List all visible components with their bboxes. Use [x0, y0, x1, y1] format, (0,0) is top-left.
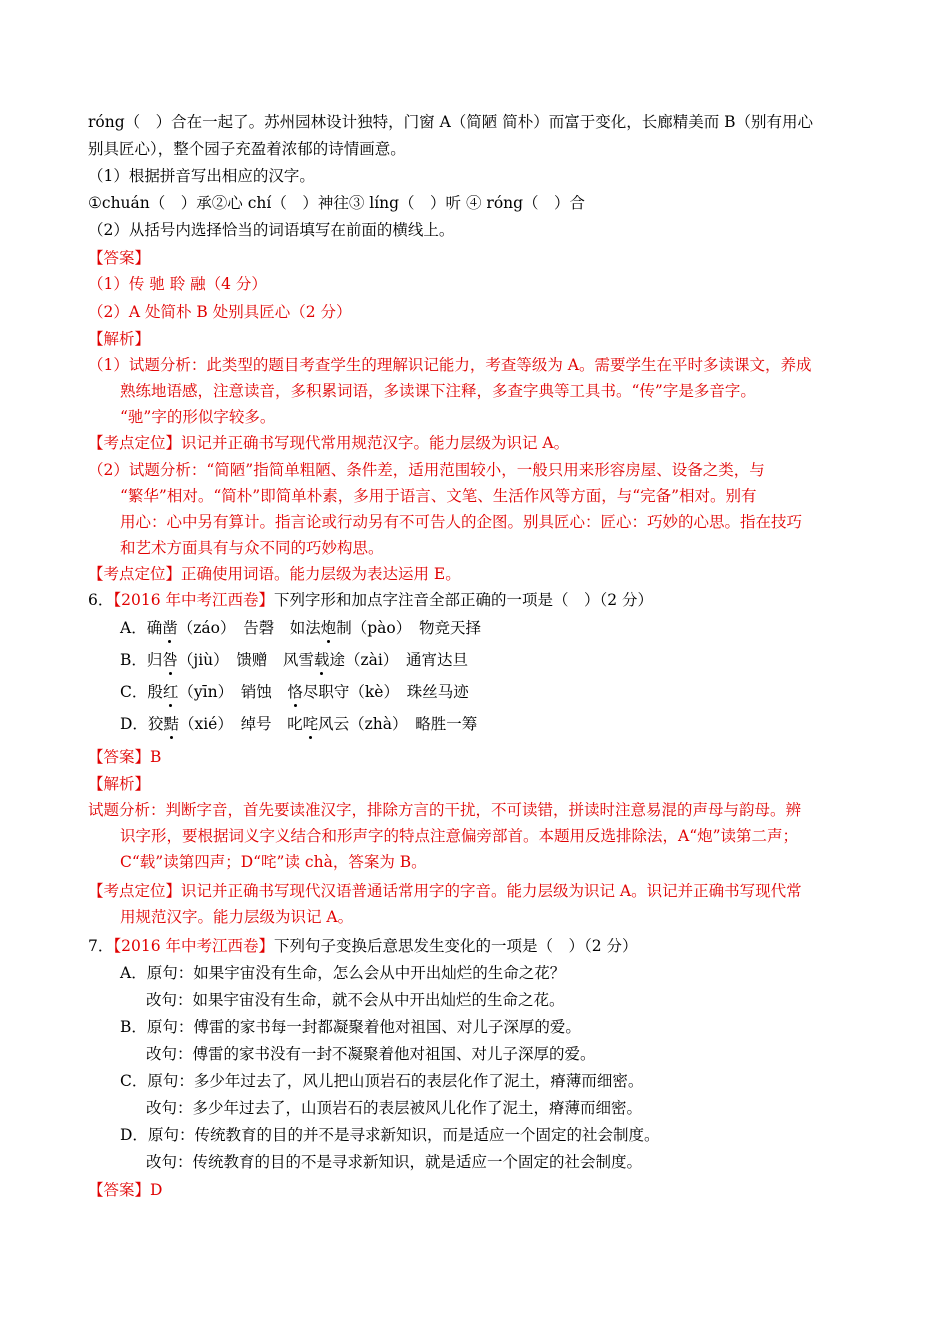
q7-stem-line: [88, 936, 638, 956]
q6-answer: 【答案】B: [88, 748, 162, 766]
q5-analysis1-line: （1）试题分析：此类型的题目考查学生的理解识记能力，考查等级为 A。需要学生在平时多读课文，养成: [88, 356, 812, 374]
q6-number: 6．: [88, 591, 114, 609]
emphasis-dot-char: 载: [313, 651, 330, 669]
q7-option-b-original: B．原句：傅雷的家书每一封都凝聚着他对祖国、对儿子深厚的爱。: [120, 1018, 581, 1036]
q7-stem: 下列句子变换后意思发生变化的一项是（ ）（2 分）: [274, 937, 638, 955]
q7-answer: 【答案】D: [88, 1181, 163, 1199]
q6-point-line: 用规范汉字。能力层级为识记 A。: [120, 908, 354, 926]
q6-option-c: C．殷红（yīn） 销蚀 恪尽职守（kè） 珠丝马迹: [120, 683, 469, 701]
q5-analysis1-line: “驰”字的形似字较多。: [120, 408, 276, 426]
q6-option-d: D．狡黠（xié） 绰号 叱咤风云（zhà） 略胜一筹: [120, 715, 478, 733]
emphasis-dot-char: 炮: [320, 619, 337, 637]
q5-sub2-title: （2）从括号内选择恰当的词语填写在前面的横线上。: [88, 221, 455, 239]
emphasis-dot-char: 咎: [162, 651, 178, 669]
emphasis-dot-char: 红: [162, 683, 179, 701]
q5-point-2: 【考点定位】正确使用词语。能力层级为表达运用 E。: [88, 565, 461, 583]
passage-line-1: róng（ ）合在一起了。苏州园林设计独特，门窗 A（简陋 简朴）而富于变化，长廊精美而 B（别有用心: [88, 113, 814, 131]
q7-option-a-changed: 改句：如果宇宙没有生命，就不会从中开出灿烂的生命之花。: [146, 991, 565, 1009]
q6-analysis-label: 【解析】: [88, 775, 151, 793]
passage-line-2: 别具匠心），整个园子充盈着浓郁的诗情画意。: [88, 140, 406, 158]
q7-source: 【2016 年中考江西卷】: [113, 937, 274, 955]
q5-answer-1: （1）传 驰 聆 融（4 分）: [88, 275, 267, 293]
q5-analysis1-line: 熟练地语感，注意读音，多积累词语，多读课下注释，多查字典等工具书。“传”字是多音字。: [120, 382, 756, 400]
q7-option-d-original: D．原句：传统教育的目的并不是寻求新知识，而是适应一个固定的社会制度。: [120, 1126, 660, 1144]
emphasis-dot-char: 凿: [162, 619, 178, 637]
q5-sub1-title: （1）根据拼音写出相应的汉字。: [88, 167, 315, 185]
q7-option-a-original: A．原句：如果宇宙没有生命，怎么会从中开出灿烂的生命之花？: [120, 964, 566, 982]
q5-point-1: 【考点定位】识记并正确书写现代常用规范汉字。能力层级为识记 A。: [88, 434, 570, 452]
q6-stem-line: [88, 590, 653, 610]
q6-analysis-line: C“载”读第四声；D“咤”读 chà，答案为 B。: [120, 853, 427, 871]
q7-number: 7．: [88, 937, 114, 955]
q7-option-c-original: C．原句：多少年过去了，风儿把山顶岩石的表层化作了泥土，瘠薄而细密。: [120, 1072, 644, 1090]
q6-analysis-line: 识字形，要根据词义字义结合和形声字的特点注意偏旁部首。本题用反选排除法，A“炮”读第二声；: [120, 827, 799, 845]
q6-analysis-line: 试题分析：判断字音，首先要读准汉字，排除方言的干扰，不可读错，拼读时注意易混的声母与韵母。辨: [88, 801, 802, 819]
q5-analysis2-line: 和艺术方面具有与众不同的巧妙构思。: [120, 539, 384, 557]
q6-option-b: B．归咎（jiù） 馈赠 风雪载途（zài） 通宵达旦: [120, 651, 469, 669]
q7-option-d-changed: 改句：传统教育的目的不是寻求新知识，就是适应一个固定的社会制度。: [146, 1153, 643, 1171]
q6-point-line: 【考点定位】识记并正确书写现代汉语普通话常用字的字音。能力层级为识记 A。识记并正确书写现代常: [88, 882, 802, 900]
q7-option-c-changed: 改句：多少年过去了，山顶岩石的表层被风儿化作了泥土，瘠薄而细密。: [146, 1099, 643, 1117]
emphasis-dot-char: 咤: [302, 715, 319, 733]
q6-stem: 下列字形和加点字注音全部正确的一项是（ ）（2 分）: [274, 591, 654, 609]
q5-answer-2: （2）A 处简朴 B 处别具匠心（2 分）: [88, 303, 352, 321]
q7-option-b-changed: 改句：傅雷的家书没有一封不凝聚着他对祖国、对儿子深厚的爱。: [146, 1045, 596, 1063]
q6-source: 【2016 年中考江西卷】: [113, 591, 274, 609]
q5-analysis2-line: （2）试题分析：“简陋”指简单粗陋、条件差，适用范围较小，一般只用来形容房屋、设备之类，与: [88, 461, 765, 479]
q5-answer-label: 【答案】: [88, 249, 151, 267]
emphasis-dot-char: 黠: [163, 715, 179, 733]
q5-sub1-items: ①chuán（ ）承②心 chí（ ）神往③ líng（ ）听 ④ róng（ ）合: [88, 194, 586, 212]
q6-option-a: A．确凿（záo） 告磬 如法炮制（pào） 物竞天择: [120, 619, 481, 637]
q5-analysis2-line: “繁华”相对。“简朴”即简单朴素，多用于语言、文笔、生活作风等方面，与“完备”相对。别有: [120, 487, 757, 505]
emphasis-dot-char: 恪: [287, 683, 303, 701]
q5-analysis-label: 【解析】: [88, 330, 151, 348]
q5-analysis2-line: 用心：心中另有算计。指言论或行动另有不可告人的企图。别具匠心：匠心：巧妙的心思。指在技巧: [120, 513, 803, 531]
